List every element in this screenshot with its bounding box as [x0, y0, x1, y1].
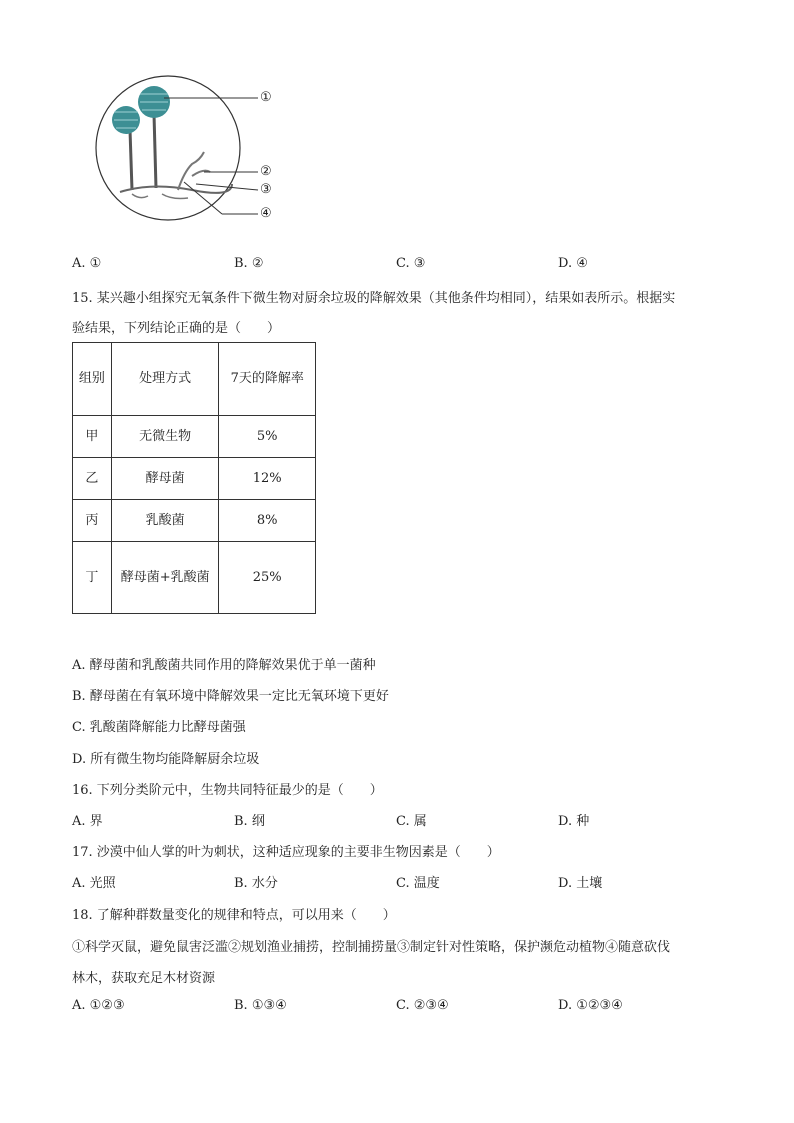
q18-option-c[interactable]: C. ②③④ — [396, 998, 449, 1013]
q14-option-a[interactable]: A. ① — [72, 256, 102, 271]
callout-2: ② — [260, 164, 272, 179]
q15-stem-line-1: 15. 某兴趣小组探究无氧条件下微生物对厨余垃圾的降解效果（其他条件均相同），结果如表所示。根据实 — [72, 291, 676, 306]
cell-rate: 5% — [219, 416, 316, 458]
q14-option-c[interactable]: C. ③ — [396, 256, 426, 271]
cell-group: 丙 — [73, 500, 112, 542]
q17-option-a[interactable]: A. 光照 — [72, 876, 116, 891]
table-row — [73, 416, 316, 458]
q15-stem-line-2: 验结果，下列结论正确的是（ ） — [72, 321, 281, 336]
cell-rate: 25% — [219, 542, 316, 614]
q15-option-d[interactable]: D. 所有微生物均能降解厨余垃圾 — [72, 752, 260, 767]
q17-stem: 17. 沙漠中仙人掌的叶为刺状，这种适应现象的主要非生物因素是（ ） — [72, 845, 500, 860]
cell-group: 甲 — [73, 416, 112, 458]
cell-rate: 12% — [219, 458, 316, 500]
table-row — [73, 542, 316, 614]
cell-treatment: 酵母菌+乳酸菌 — [111, 542, 219, 614]
q18-options — [72, 998, 732, 1016]
cell-group: 丁 — [73, 542, 112, 614]
q17-options — [72, 872, 732, 890]
q15-option-c[interactable]: C. 乳酸菌降解能力比酵母菌强 — [72, 720, 246, 735]
q17-option-b[interactable]: B. 水分 — [234, 876, 278, 891]
cell-rate: 8% — [219, 500, 316, 542]
callout-4: ④ — [260, 206, 272, 221]
q16-option-d[interactable]: D. 种 — [558, 814, 590, 829]
q14-option-b[interactable]: B. ② — [234, 256, 264, 271]
header-degradation-rate: 7天的降解率 — [219, 343, 316, 416]
q18-option-a[interactable]: A. ①②③ — [72, 998, 125, 1013]
q18-stem: 18. 了解种群数量变化的规律和特点，可以用来（ ） — [72, 908, 396, 923]
q18-option-d[interactable]: D. ①②③④ — [558, 998, 623, 1013]
table-row — [73, 500, 316, 542]
q17-option-d[interactable]: D. 土壤 — [558, 876, 603, 891]
mold-figure — [92, 72, 292, 232]
header-group: 组别 — [73, 343, 112, 416]
q15-option-b[interactable]: B. 酵母菌在有氧环境中降解效果一定比无氧环境下更好 — [72, 689, 389, 704]
q15-results-table — [72, 342, 316, 614]
q16-options — [72, 810, 732, 828]
q18-body-line-1: ①科学灭鼠，避免鼠害泛滥②规划渔业捕捞，控制捕捞量③制定针对性策略，保护濒危动植物④随意砍伐 — [72, 940, 671, 955]
q14-option-d[interactable]: D. ④ — [558, 256, 588, 271]
callout-1: ① — [260, 90, 272, 105]
q16-option-a[interactable]: A. 界 — [72, 814, 103, 829]
q16-option-b[interactable]: B. 纲 — [234, 814, 265, 829]
q18-body-line-2: 林木，获取充足木材资源 — [72, 971, 216, 986]
cell-treatment: 无微生物 — [111, 416, 219, 458]
q17-option-c[interactable]: C. 温度 — [396, 876, 440, 891]
cell-treatment: 酵母菌 — [111, 458, 219, 500]
table-header-row — [73, 343, 316, 416]
q16-option-c[interactable]: C. 属 — [396, 814, 427, 829]
q14-options — [72, 256, 732, 274]
q16-stem: 16. 下列分类阶元中，生物共同特征最少的是（ ） — [72, 783, 383, 798]
table-row — [73, 458, 316, 500]
cell-treatment: 乳酸菌 — [111, 500, 219, 542]
q15-option-a[interactable]: A. 酵母菌和乳酸菌共同作用的降解效果优于单一菌种 — [72, 658, 376, 673]
q18-option-b[interactable]: B. ①③④ — [234, 998, 287, 1013]
header-treatment: 处理方式 — [111, 343, 219, 416]
cell-group: 乙 — [73, 458, 112, 500]
callout-3: ③ — [260, 182, 272, 197]
